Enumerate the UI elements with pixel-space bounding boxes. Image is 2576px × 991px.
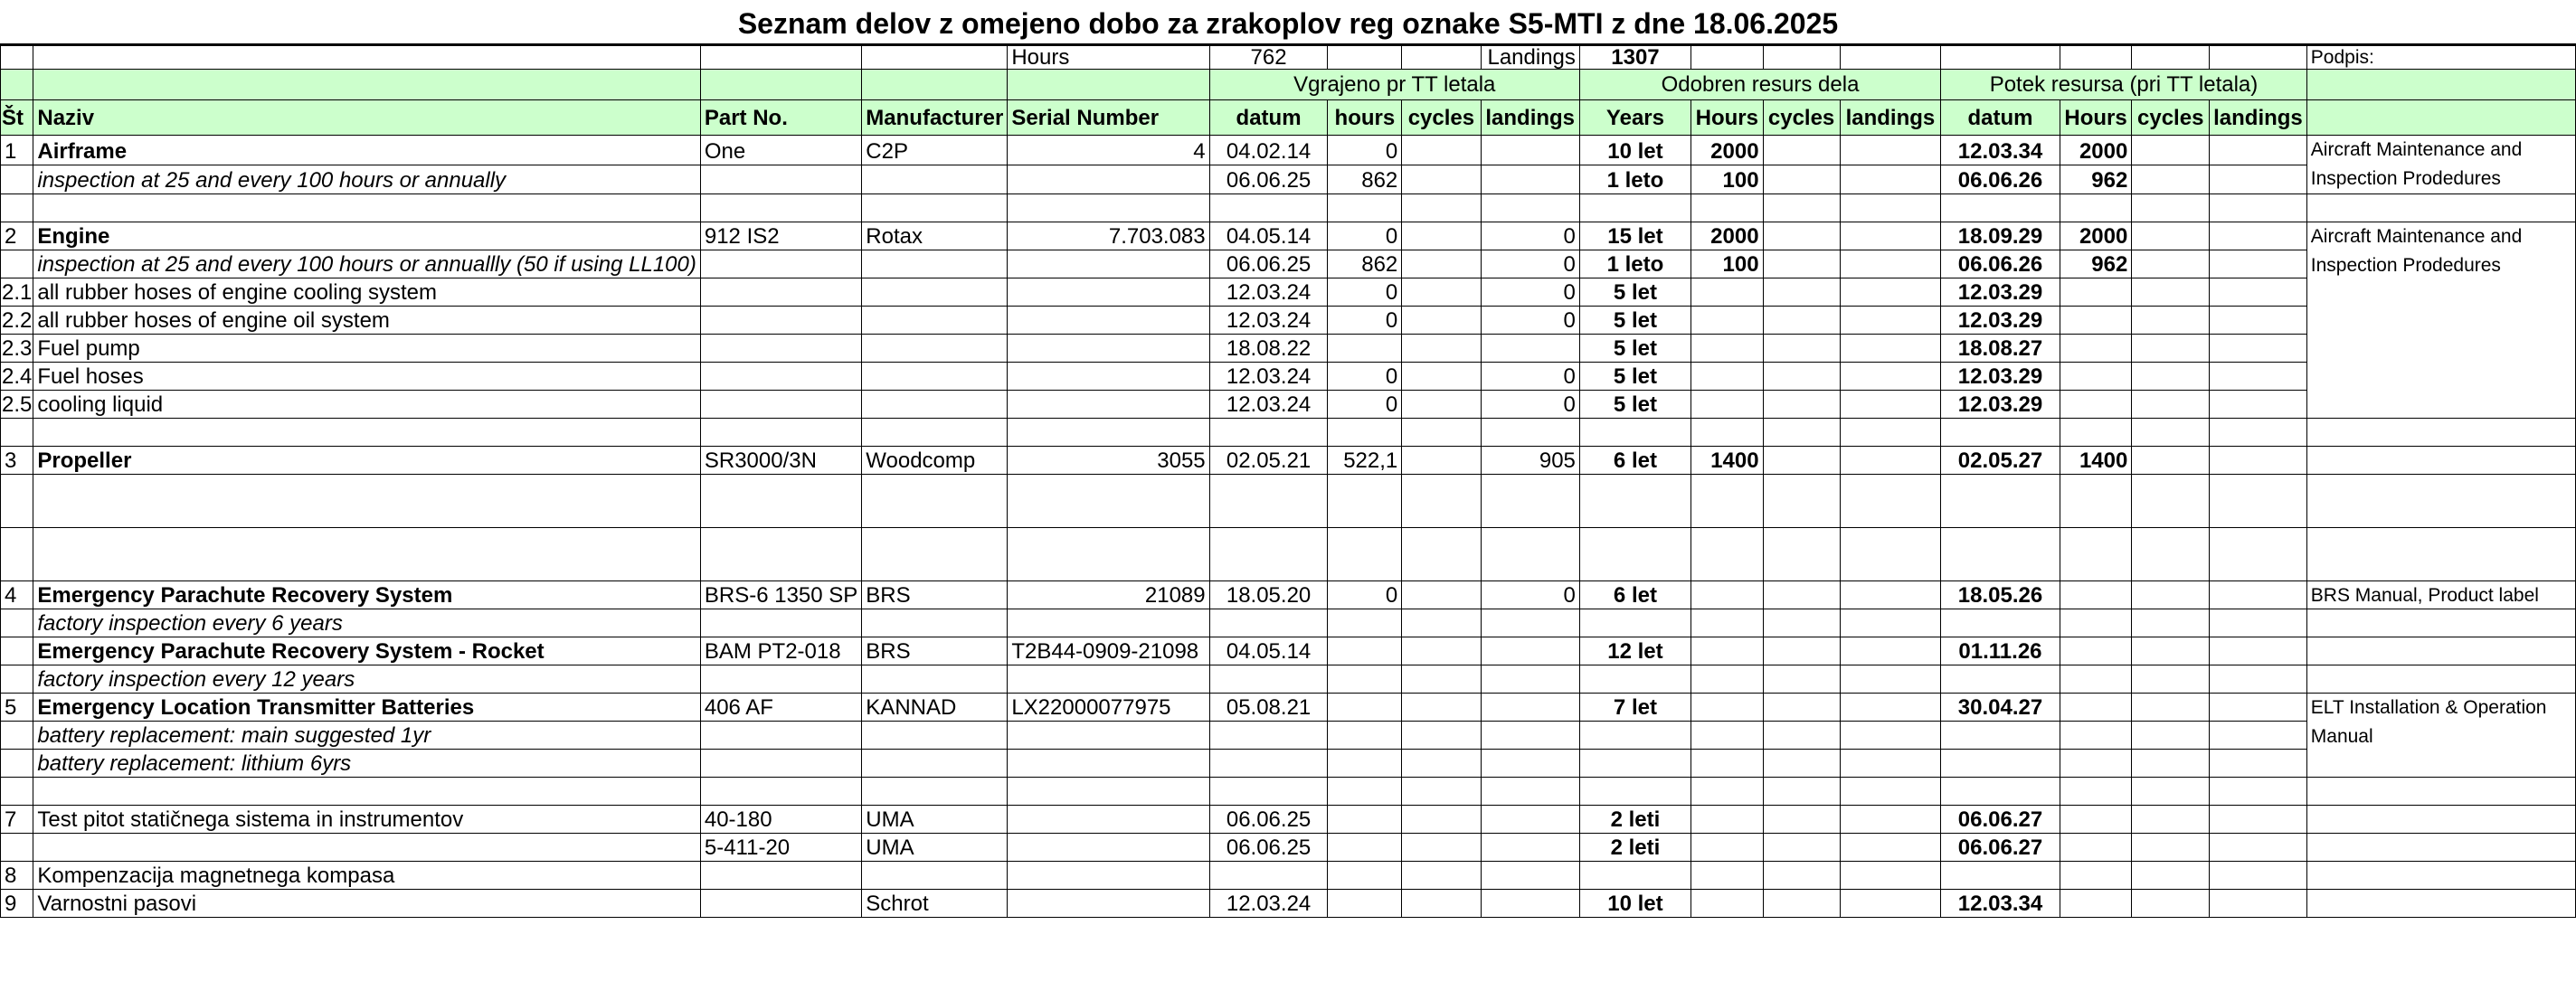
- installed-hours: 0: [1328, 391, 1402, 419]
- table-row: [1, 890, 2576, 918]
- part-no: BAM PT2-018: [700, 637, 861, 665]
- table-row: [1, 307, 2576, 335]
- installed-hours: 862: [1328, 165, 1402, 194]
- approved-hours: 2000: [1691, 136, 1764, 165]
- serial-number: T2B44-0909-21098: [1008, 637, 1209, 665]
- approved-years: 5 let: [1579, 278, 1690, 307]
- approved-years: 7 let: [1579, 694, 1690, 722]
- item-name: Engine: [33, 222, 700, 250]
- expiry-hours: 2000: [2060, 222, 2132, 250]
- col-years: Years: [1579, 100, 1690, 136]
- total-landings-value: 1307: [1579, 46, 1690, 70]
- col-exp-landings: landings: [2210, 100, 2307, 136]
- table-row: [1, 834, 2576, 862]
- col-app-cycles: cycles: [1763, 100, 1840, 136]
- expiry-date: 18.08.27: [1941, 335, 2060, 363]
- manufacturer: C2P: [862, 136, 1008, 165]
- approved-years: 6 let: [1579, 581, 1690, 609]
- table-row: [1, 609, 2576, 637]
- spacer-row: [1, 778, 2576, 806]
- installed-date: 06.06.25: [1209, 834, 1328, 862]
- col-name: Naziv: [33, 100, 700, 136]
- item-name: battery replacement: lithium 6yrs: [33, 750, 700, 778]
- installed-date: 04.02.14: [1209, 136, 1328, 165]
- installed-hours: 0: [1328, 363, 1402, 391]
- document-title: Seznam delov z omejeno dobo za zrakoplov reg oznake S5-MTI z dne 18.06.2025: [0, 0, 2576, 45]
- item-name: Emergency Location Transmitter Batteries: [33, 694, 700, 722]
- col-cycles: cycles: [1402, 100, 1481, 136]
- approved-years: 5 let: [1579, 363, 1690, 391]
- manufacturer: Woodcomp: [862, 447, 1008, 475]
- table-row: [1, 750, 2576, 778]
- installed-date: 06.06.25: [1209, 250, 1328, 278]
- summary-row: [1, 46, 2576, 70]
- installed-date: 12.03.24: [1209, 307, 1328, 335]
- item-name: Fuel hoses: [33, 363, 700, 391]
- col-exp-cycles: cycles: [2132, 100, 2210, 136]
- expiry-date: 12.03.29: [1941, 278, 2060, 307]
- serial-number: 3055: [1008, 447, 1209, 475]
- item-name: battery replacement: main suggested 1yr: [33, 722, 700, 750]
- table-row: [1, 391, 2576, 419]
- row-no: 2.5: [1, 391, 33, 419]
- manufacturer: Schrot: [862, 890, 1008, 918]
- expiry-hours: 1400: [2060, 447, 2132, 475]
- expiry-date: 12.03.34: [1941, 136, 2060, 165]
- table-row: [1, 665, 2576, 694]
- item-name: inspection at 25 and every 100 hours or annually: [33, 165, 700, 194]
- expiry-hours: 962: [2060, 250, 2132, 278]
- limited-life-parts-table: [0, 45, 2576, 918]
- reference-note: BRS Manual, Product label: [2306, 581, 2575, 609]
- expiry-date: 18.05.26: [1941, 581, 2060, 609]
- manufacturer: Rotax: [862, 222, 1008, 250]
- table-row: [1, 447, 2576, 475]
- expiry-date: 06.06.26: [1941, 165, 2060, 194]
- reference-note: ELT Installation & Operation Manual: [2306, 694, 2575, 778]
- row-no: 2.4: [1, 363, 33, 391]
- installed-hours: 0: [1328, 307, 1402, 335]
- item-name: all rubber hoses of engine cooling system: [33, 278, 700, 307]
- expiry-date: 12.03.34: [1941, 890, 2060, 918]
- expiry-date: 30.04.27: [1941, 694, 2060, 722]
- table-row: [1, 581, 2576, 609]
- spacer-row: [1, 475, 2576, 528]
- installed-date: 12.03.24: [1209, 363, 1328, 391]
- total-hours-value: 762: [1209, 46, 1328, 70]
- manufacturer: KANNAD: [862, 694, 1008, 722]
- approved-years: 2 leti: [1579, 834, 1690, 862]
- expiry-date: 18.09.29: [1941, 222, 2060, 250]
- installed-date: 02.05.21: [1209, 447, 1328, 475]
- item-name: Varnostni pasovi: [33, 890, 700, 918]
- installed-date: 12.03.24: [1209, 391, 1328, 419]
- installed-hours: 0: [1328, 136, 1402, 165]
- installed-date: 04.05.14: [1209, 222, 1328, 250]
- installed-date: 18.05.20: [1209, 581, 1328, 609]
- approved-years: 1 leto: [1579, 165, 1690, 194]
- expiry-date: 02.05.27: [1941, 447, 2060, 475]
- serial-number: LX22000077975: [1008, 694, 1209, 722]
- approved-years: 2 leti: [1579, 806, 1690, 834]
- total-hours-label: Hours: [1008, 46, 1209, 70]
- installed-date: 04.05.14: [1209, 637, 1328, 665]
- col-app-hours: Hours: [1691, 100, 1764, 136]
- col-no: Št: [1, 100, 33, 136]
- group-installed: Vgrajeno pr TT letala: [1209, 70, 1579, 100]
- part-no: 40-180: [700, 806, 861, 834]
- item-name: factory inspection every 12 years: [33, 665, 700, 694]
- row-no: 2: [1, 222, 33, 250]
- approved-years: 15 let: [1579, 222, 1690, 250]
- expiry-date: 12.03.29: [1941, 363, 2060, 391]
- manufacturer: BRS: [862, 581, 1008, 609]
- installed-hours: 0: [1328, 222, 1402, 250]
- table-row: [1, 806, 2576, 834]
- item-name: Kompenzacija magnetnega kompasa: [33, 862, 700, 890]
- column-header-row: [1, 100, 2576, 136]
- col-landings: landings: [1481, 100, 1579, 136]
- manufacturer: UMA: [862, 834, 1008, 862]
- total-landings-label: Landings: [1481, 46, 1579, 70]
- item-name: Airframe: [33, 136, 700, 165]
- col-part-no: Part No.: [700, 100, 861, 136]
- installed-date: 05.08.21: [1209, 694, 1328, 722]
- group-approved: Odobren resurs dela: [1579, 70, 1940, 100]
- item-name: Emergency Parachute Recovery System - Rocket: [33, 637, 700, 665]
- installed-date: 06.06.25: [1209, 165, 1328, 194]
- approved-hours: 100: [1691, 165, 1764, 194]
- col-datum: datum: [1209, 100, 1328, 136]
- expiry-date: 01.11.26: [1941, 637, 2060, 665]
- installed-date: 12.03.24: [1209, 890, 1328, 918]
- approved-hours: 1400: [1691, 447, 1764, 475]
- installed-date: 12.03.24: [1209, 278, 1328, 307]
- installed-landings: 0: [1481, 222, 1579, 250]
- installed-landings: 0: [1481, 581, 1579, 609]
- group-expiry: Potek resursa (pri TT letala): [1941, 70, 2307, 100]
- part-no: 912 IS2: [700, 222, 861, 250]
- table-row: [1, 722, 2576, 750]
- expiry-date: 06.06.26: [1941, 250, 2060, 278]
- item-name: cooling liquid: [33, 391, 700, 419]
- installed-landings: 0: [1481, 250, 1579, 278]
- col-manufacturer: Manufacturer: [862, 100, 1008, 136]
- reference-note: Aircraft Maintenance and Inspection Prodedures: [2306, 222, 2575, 419]
- approved-hours: 100: [1691, 250, 1764, 278]
- table-row: [1, 363, 2576, 391]
- item-name: Emergency Parachute Recovery System: [33, 581, 700, 609]
- row-no: 4: [1, 581, 33, 609]
- approved-years: 1 leto: [1579, 250, 1690, 278]
- part-no: SR3000/3N: [700, 447, 861, 475]
- manufacturer: UMA: [862, 806, 1008, 834]
- row-no: 8: [1, 862, 33, 890]
- installed-date: 06.06.25: [1209, 806, 1328, 834]
- approved-years: 10 let: [1579, 136, 1690, 165]
- expiry-hours: 2000: [2060, 136, 2132, 165]
- installed-landings: 0: [1481, 363, 1579, 391]
- item-name: Test pitot statičnega sistema in instrumentov: [33, 806, 700, 834]
- row-no: 5: [1, 694, 33, 722]
- table-row: [1, 637, 2576, 665]
- row-no: 2.3: [1, 335, 33, 363]
- installed-landings: 0: [1481, 278, 1579, 307]
- item-name: Fuel pump: [33, 335, 700, 363]
- item-name: Propeller: [33, 447, 700, 475]
- installed-hours: 522,1: [1328, 447, 1402, 475]
- manufacturer: BRS: [862, 637, 1008, 665]
- serial-number: 7.703.083: [1008, 222, 1209, 250]
- item-name: inspection at 25 and every 100 hours or annuallly (50 if using LL100): [33, 250, 700, 278]
- col-exp-hours: Hours: [2060, 100, 2132, 136]
- installed-landings: 905: [1481, 447, 1579, 475]
- serial-number: 4: [1008, 136, 1209, 165]
- item-name: factory inspection every 6 years: [33, 609, 700, 637]
- expiry-date: 06.06.27: [1941, 834, 2060, 862]
- expiry-date: 12.03.29: [1941, 391, 2060, 419]
- table-row: [1, 250, 2576, 278]
- approved-hours: 2000: [1691, 222, 1764, 250]
- approved-years: 12 let: [1579, 637, 1690, 665]
- reference-note: Aircraft Maintenance and Inspection Prodedures: [2306, 136, 2575, 194]
- row-no: 1: [1, 136, 33, 165]
- expiry-date: 12.03.29: [1941, 307, 2060, 335]
- approved-years: 5 let: [1579, 307, 1690, 335]
- part-no: 406 AF: [700, 694, 861, 722]
- col-app-landings: landings: [1840, 100, 1941, 136]
- installed-hours: 862: [1328, 250, 1402, 278]
- expiry-date: 06.06.27: [1941, 806, 2060, 834]
- spacer-row: [1, 419, 2576, 447]
- signature-label: Podpis:: [2306, 46, 2575, 70]
- table-row: [1, 136, 2576, 165]
- table-row: [1, 278, 2576, 307]
- approved-years: 5 let: [1579, 335, 1690, 363]
- installed-hours: 0: [1328, 278, 1402, 307]
- installed-date: 18.08.22: [1209, 335, 1328, 363]
- table-row: [1, 335, 2576, 363]
- table-row: [1, 862, 2576, 890]
- serial-number: 21089: [1008, 581, 1209, 609]
- approved-years: 6 let: [1579, 447, 1690, 475]
- item-name: all rubber hoses of engine oil system: [33, 307, 700, 335]
- spacer-row: [1, 194, 2576, 222]
- row-no: 9: [1, 890, 33, 918]
- part-no: 5-411-20: [700, 834, 861, 862]
- table-row: [1, 165, 2576, 194]
- col-exp-datum: datum: [1941, 100, 2060, 136]
- approved-years: 10 let: [1579, 890, 1690, 918]
- table-row: [1, 694, 2576, 722]
- row-no: 3: [1, 447, 33, 475]
- row-no: 7: [1, 806, 33, 834]
- approved-years: 5 let: [1579, 391, 1690, 419]
- installed-landings: 0: [1481, 307, 1579, 335]
- col-serial: Serial Number: [1008, 100, 1209, 136]
- part-no: BRS-6 1350 SP: [700, 581, 861, 609]
- installed-hours: 0: [1328, 581, 1402, 609]
- row-no: 2.1: [1, 278, 33, 307]
- installed-landings: 0: [1481, 391, 1579, 419]
- spacer-row: [1, 528, 2576, 581]
- part-no: One: [700, 136, 861, 165]
- col-hours: hours: [1328, 100, 1402, 136]
- table-row: [1, 222, 2576, 250]
- expiry-hours: 962: [2060, 165, 2132, 194]
- row-no: 2.2: [1, 307, 33, 335]
- group-header-row: [1, 70, 2576, 100]
